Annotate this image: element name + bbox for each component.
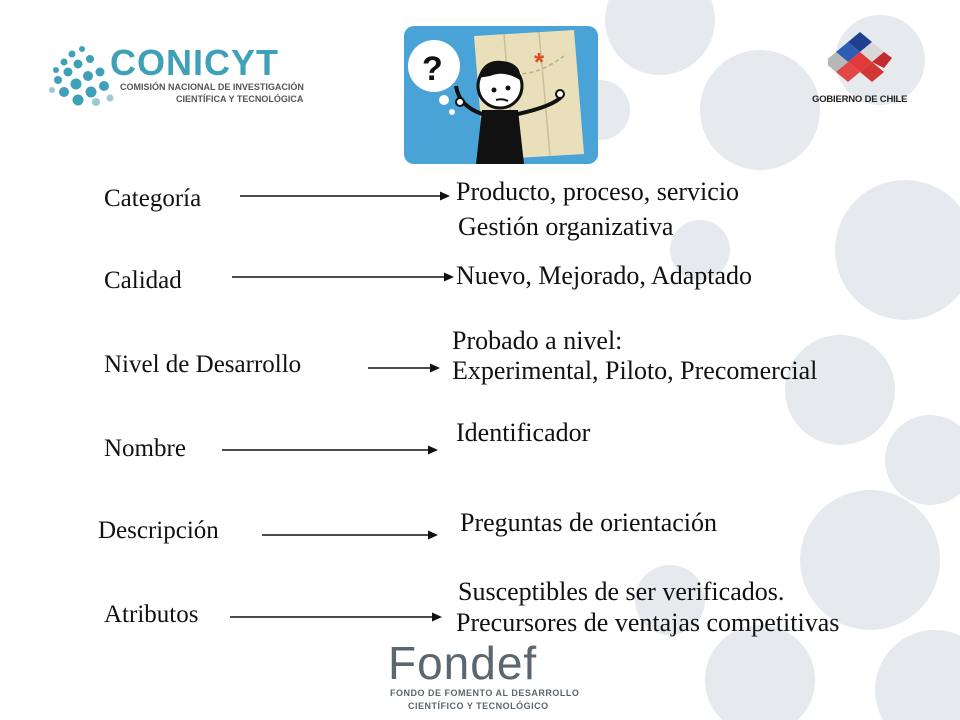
value-nivel-1: Probado a nivel:	[452, 326, 623, 355]
arrow-descripcion	[262, 529, 438, 541]
fondef-subtitle-line1: FONDO DE FOMENTO AL DESARROLLO	[390, 688, 580, 698]
value-calidad-1: Nuevo, Mejorado, Adaptado	[456, 261, 753, 290]
arrow-calidad	[232, 271, 454, 283]
fondef-wordmark: Fondef	[388, 637, 538, 689]
gobierno-wordmark: GOBIERNO DE CHILE	[812, 94, 908, 105]
value-nombre-1: Identificador	[456, 418, 591, 447]
row-label-atributos: Atributos	[104, 601, 199, 628]
value-categoria-2: Gestión organizativa	[458, 212, 674, 241]
arrow-atributos	[230, 611, 442, 623]
confused-man-map-illustration	[404, 26, 598, 164]
fondef-logo	[388, 637, 588, 718]
value-descripcion-1: Preguntas de orientación	[460, 508, 718, 537]
svg-text:*: *	[534, 47, 545, 77]
conicyt-wordmark: CONICYT	[110, 42, 279, 83]
row-label-nivel-de-desarrollo: Nivel de Desarrollo	[104, 351, 302, 378]
conicyt-logo	[48, 38, 308, 118]
value-categoria-1: Producto, proceso, servicio	[456, 177, 740, 206]
conicyt-subtitle-line1: COMISIÓN NACIONAL DE INVESTIGACIÓN	[120, 82, 304, 92]
row-label-nombre: Nombre	[104, 435, 186, 462]
value-atributos-2: Precursores de ventajas competitivas	[456, 608, 840, 637]
gobierno-de-chile-logo	[808, 30, 918, 120]
row-label-calidad: Calidad	[104, 267, 182, 294]
conicyt-dots-icon	[48, 40, 118, 110]
value-nivel-2: Experimental, Piloto, Precomercial	[452, 356, 818, 385]
conicyt-subtitle-line2: CIENTÍFICA Y TECNOLÓGICA	[176, 94, 304, 104]
arrow-nombre	[222, 444, 438, 456]
fondef-subtitle-line2: CIENTÍFICO Y TECNOLÓGICO	[408, 701, 549, 711]
row-label-descripcion: Descripción	[98, 517, 219, 544]
value-atributos-1: Susceptibles de ser verificados.	[458, 577, 785, 606]
svg-text:?: ?	[422, 50, 443, 88]
row-label-categoria: Categoría	[104, 185, 202, 212]
arrow-nivel-de-desarrollo	[368, 362, 440, 374]
chile-star-icon	[828, 30, 892, 86]
arrow-categoria	[240, 190, 450, 202]
